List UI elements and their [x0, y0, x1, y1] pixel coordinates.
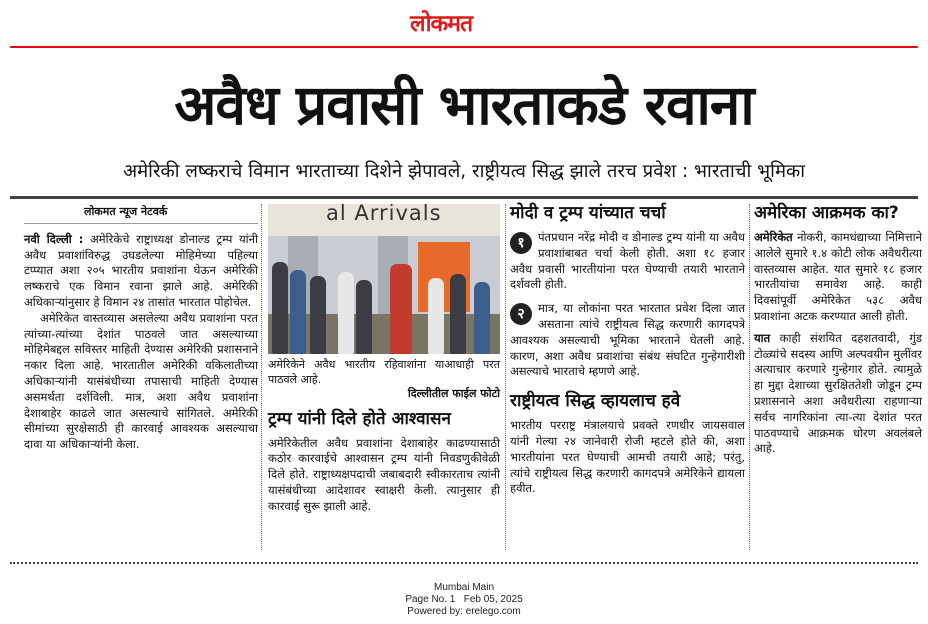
caption-credit: दिल्लीतील फाईल फोटो [407, 387, 500, 400]
edition-label: Mumbai Main [433, 582, 495, 593]
bottom-rule [10, 562, 918, 564]
newspaper-page [10, 0, 922, 575]
dateline: नवी दिल्ली : [24, 231, 84, 246]
section-body: अमेरिकेतील अवैध प्रवाशांना देशाबाहेर काढण्यासाठी कठोर कारवाईचे आश्वासन ट्रम्प यांनी निवडणुकीवेळी दिले होते. राष्ट्राध्यक्षपदाची जबाबदारी स्वीकारताच त्यांनी यासंबंधीच्या आदेशावर स्वाक्षरी केली. त्यानुसार ही कारवाई सुरू झाली आहे. [268, 435, 500, 513]
page-number: Page No. 1 [405, 594, 456, 605]
numbered-point [510, 301, 745, 380]
arrivals-sign [268, 204, 500, 236]
section-body: भारतीय परराष्ट्र मंत्रालयाचे प्रवक्ते रणधीर जायसवाल यांनी गेल्या २४ जानेवारी रोजी म्हटले होते की, अशा भारतीयांना परत घेण्याची आमची तयारी आहे; परंतु, त्यांचे राष्ट्रीयत्व सिद्ध करणारी कागदपत्रे अमेरिकेने द्यायला हवीत. [510, 418, 745, 496]
lead-word: अमेरिकेत [754, 230, 793, 244]
point-text: मात्र, या लोकांना परत भारतात प्रवेश दिला जात असताना त्यांचे राष्ट्रीयत्व सिद्ध करणारी कागदपत्रे आवश्यक असल्याची भूमिका भारताने घेतली आहे. कारण, अशा अवैध प्रवाशांचा संबंध संघटित गुन्हेगारीशी असल्याचे भारताचे म्हणणे आहे. [510, 301, 745, 379]
photo-person [390, 264, 412, 354]
photo-person [428, 278, 444, 354]
lead-paragraph [24, 232, 258, 311]
section-heading: मोदी व ट्रम्प यांच्यात चर्चा [510, 203, 666, 223]
byline: लोकमत न्यूज नेटवर्क [24, 198, 258, 224]
lead-word: यात [754, 330, 771, 345]
column-divider [505, 204, 507, 550]
photo-person [474, 282, 490, 354]
masthead [10, 0, 918, 48]
section-heading: राष्ट्रीयत्व सिद्ध व्हायलाच हवे [510, 391, 681, 412]
paragraph-text: काही संशयित दहशतवादी, गुंड टोळ्यांचे सदस्य आणि अल्पवयीन मुलींवर अत्याचार करणारे गुन्हेगार होते. त्यामुळे हा मुद्दा देशाच्या सुरक्षिततेशी जोडून ट्रम्प प्रशासनाने अशा अवैधरीत्या राहणाऱ्या सर्वच नागरिकांना त्या-त्या देशांत परत पाठवण्याचे आक्रमक धोरण अवलंबले आहे. [754, 330, 922, 456]
numbered-point [510, 230, 745, 293]
paragraph-2: अमेरिकेत वास्तव्यास असलेल्या अवैध प्रवाशांना परत त्यांच्या-त्यांच्या देशांत पाठवले जात असल्याच्या मोहिमेबद्दल सविस्तर माहिती देण्यास अमेरिकी प्रशासनाने नकार दिला आहे. भारतातील अमेरिकी वकिलातीच्या अधिकाऱ्यांनी यासंबंधीच्या तपासाची माहिती देण्यास असमर्थता दर्शविली. मात्र, अशा अवैध प्रवाशांना देशाबाहेर काढले जात असल्याचे सांगितले. अमेरिकी सीमांच्या सुरक्षेसाठी ही कारवाई आवश्यक असल्याचा दावा या अधिकाऱ्यांनी केला. [24, 310, 258, 452]
column-2 [268, 198, 500, 514]
photo-caption [268, 358, 500, 402]
section-heading: अमेरिका आक्रमक का? [754, 203, 899, 223]
photo-person [310, 276, 326, 354]
column-divider [261, 204, 263, 550]
paragraph [754, 230, 922, 325]
photo-person [450, 274, 466, 354]
photo-person [356, 280, 372, 354]
arrivals-sign-text: al Arrivals [326, 204, 442, 225]
column-4 [754, 198, 922, 457]
main-headline: अवैध प्रवासी भारताकडे रवाना [174, 73, 754, 137]
lead-text: अमेरिकेचे राष्ट्राध्यक्ष डोनाल्ड ट्रम्प यांनी अवैध प्रवाशांविरुद्ध उघडलेल्या मोहिमेच्या पहिल्या टप्प्यात अशा २०५ भारतीय प्रवाशांना घेऊन अमेरिकी लष्कराचे एक विमान रवाना झाले आहे. अमेरिकी अधिकाऱ्यांनुसार हे विमान २४ तासांत भारतात पोहोचेल. [24, 231, 259, 309]
lokmat-logo[interactable]: लोकमत [410, 11, 473, 37]
airport-photo [268, 204, 500, 354]
powered-by[interactable]: Powered by: erelego.com [407, 606, 521, 617]
photo-person [290, 270, 306, 354]
caption-text: अमेरिकेने अवैध भारतीय रहिवाशांना याआधाही परत पाठवले आहे. [268, 358, 500, 386]
number-badge: १ [510, 232, 532, 254]
point-text: पंतप्रधान नरेंद्र मोदी व डोनाल्ड ट्रम्प यांनी या अवैध प्रवाशांबाबत चर्चा केली होती. अशा १८ हजार अवैध प्रवासी भारतीयांना परत घेण्याची तयारी भारताने दर्शवली होती. [510, 230, 745, 292]
page-info [0, 594, 928, 606]
page-footer [0, 582, 928, 618]
column-1 [24, 198, 258, 453]
paragraph-text: नोकरी, कामधंद्याच्या निमित्ताने आलेले सुमारे १.४ कोटी लोक अवैधरीत्या वास्तव्यास आहेत. यात सुमारे १८ हजार भारतीयांचा समावेश आहे. काही दिवसांपूर्वी अमेरिकेत ५३८ अवैध प्रवाशांना अटक करण्यात आली होती. [754, 230, 922, 323]
subheadline: अमेरिकी लष्कराचे विमान भारताच्या दिशेने झेपावले, राष्ट्रीयत्व सिद्ध झाले तरच प्रवेश : भारताची भूमिका [122, 161, 806, 182]
section-heading: ट्रम्प यांनी दिले होते आश्वासन [268, 408, 451, 429]
photo-person [272, 262, 288, 354]
column-divider [749, 204, 751, 550]
photo-person [338, 272, 354, 354]
paragraph [754, 331, 922, 457]
number-badge: २ [510, 303, 532, 325]
column-3 [510, 198, 745, 497]
edition-date: Feb 05, 2025 [463, 594, 523, 605]
